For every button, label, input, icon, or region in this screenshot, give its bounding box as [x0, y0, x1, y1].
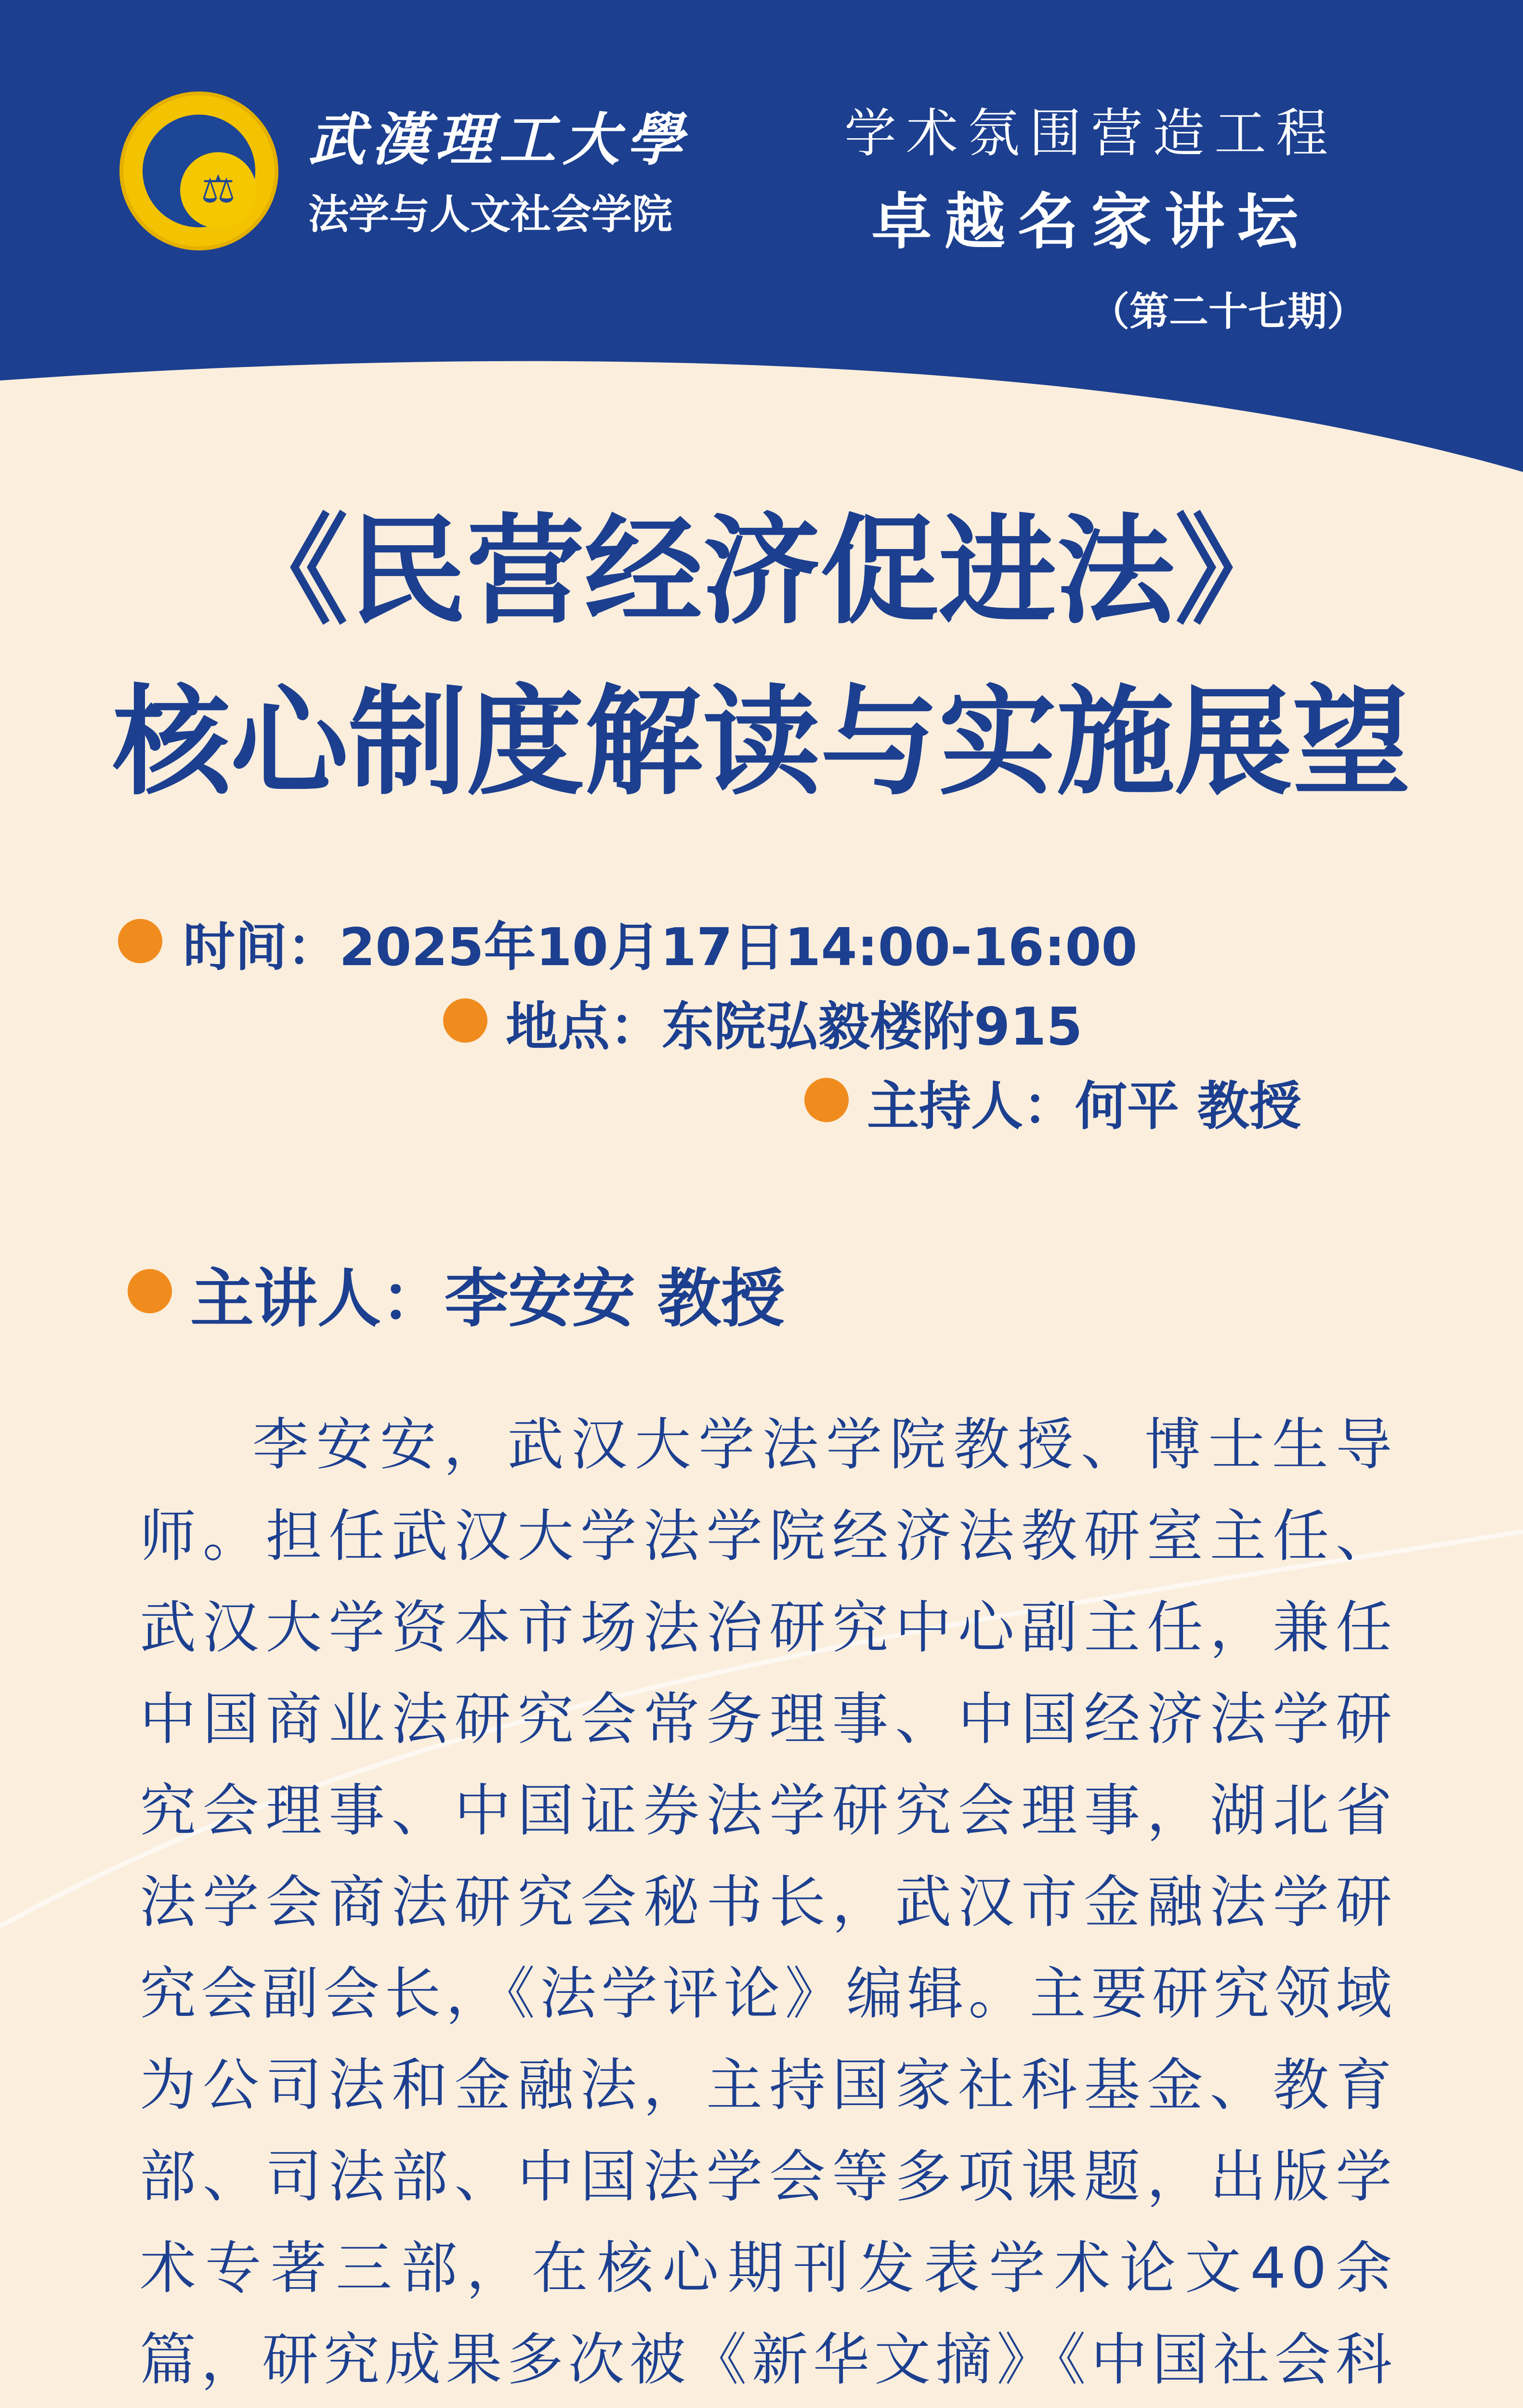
issue-number: （第二十七期）	[1090, 289, 1366, 335]
orange-dot-icon	[118, 919, 162, 963]
event-host: 主持人：何平 教授	[867, 1076, 1301, 1137]
lecture-title-line2: 核心制度解读与实施展望	[112, 674, 1411, 811]
orange-dot-icon	[804, 1078, 849, 1122]
event-time: 时间：2025年10月17日14:00-16:00	[183, 917, 1138, 978]
school-name: 法学与人文社会学院	[308, 191, 673, 238]
lecture-title-line1: 《民营经济促进法》	[230, 503, 1293, 640]
forum-title: 卓越名家讲坛	[871, 186, 1311, 257]
event-location: 地点：东院弘毅楼附915	[506, 997, 1083, 1057]
university-emblem-icon: ⚖	[119, 92, 278, 250]
university-name: 武漢理工大學	[308, 106, 690, 173]
orange-dot-icon	[443, 998, 487, 1043]
project-title: 学术氛围营造工程	[844, 104, 1338, 164]
speaker-name: 主讲人：李安安 教授	[190, 1262, 785, 1336]
speaker-bio: 李安安，武汉大学法学院教授、博士生导师。担任武汉大学法学院经济法教研室主任、武汉大学资本市场法治研究中心副主任，兼任中国商业法研究会常务理事、中国经济法学研究会理事、中国证券法学研究会理事，湖北省法学会商法研究会秘书长，武汉市金融法学研究会副会长，《法学评论》编辑。主要研究领域为公司法和金融法，主持国家社科基金、教育部、司法部、中国法学会等多项课题，出版学术专著三部，在核心期刊发表学术论文40余篇，研究成果多次被《新华文摘》《中国社会科	[140, 1412, 1397, 2393]
orange-dot-icon	[128, 1269, 172, 1313]
